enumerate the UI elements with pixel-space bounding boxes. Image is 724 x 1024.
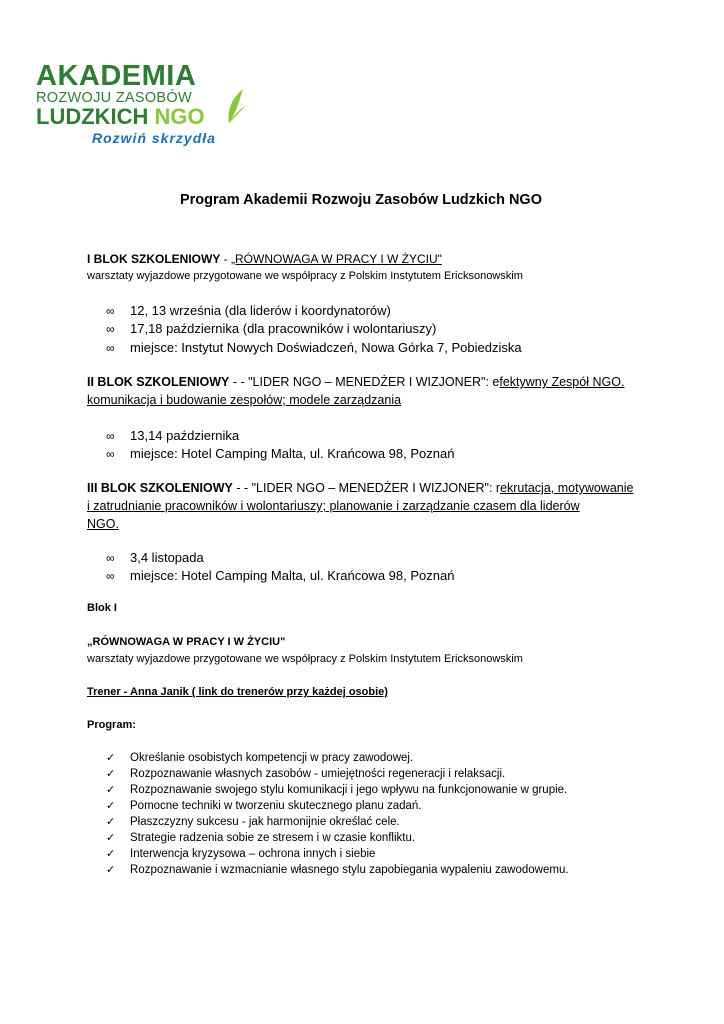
infinity-bullet-icon: ∞ bbox=[106, 341, 115, 355]
program-item-text: Pomocne techniki w tworzeniu skutecznego planu zadań. bbox=[130, 800, 422, 812]
program-item-text: Rozpoznawanie swojego stylu komunikacji i jego wpływu na funkcjonowanie w grupie. bbox=[130, 784, 568, 796]
program-item-text: Interwencja kryzysowa – ochrona innych i siebie bbox=[130, 848, 376, 860]
block-2-topic-part-2: komunikacja i budowanie zespołów; modele zarządzania bbox=[87, 393, 402, 407]
wing-leaf-icon bbox=[225, 85, 247, 125]
program-item-text: Określanie osobistych kompetencji w pracy zawodowej. bbox=[130, 752, 414, 764]
page-title: Program Akademii Rozwoju Zasobów Ludzkich NGO bbox=[179, 192, 542, 208]
list-item bbox=[106, 446, 454, 461]
infinity-bullet-icon: ∞ bbox=[106, 551, 115, 565]
list-item bbox=[106, 340, 522, 355]
list-item-text: miejsce: Instytut Nowych Doświadczeń, Nowa Górka 7, Pobiedziska bbox=[130, 340, 522, 355]
program-item-text: Rozpoznawanie i wzmacnianie własnego stylu zapobiegania wypaleniu zawodowemu. bbox=[130, 864, 569, 876]
detail-description: warsztaty wyjazdowe przygotowane we współpracy z Polskim Instytutem Ericksonowskim bbox=[87, 653, 523, 665]
checkmark-icon: ✓ bbox=[106, 784, 116, 796]
academy-logo bbox=[30, 60, 250, 155]
block-2-separator: - - "LIDER NGO – MENEDŻER I WIZJONER": e bbox=[229, 375, 500, 389]
infinity-bullet-icon: ∞ bbox=[106, 569, 115, 583]
logo-line-2: ROZWOJU ZASOBÓW bbox=[36, 90, 192, 106]
logo-line-3 bbox=[36, 104, 205, 130]
list-item bbox=[106, 303, 391, 318]
logo-line-1: AKADEMIA bbox=[36, 60, 197, 92]
infinity-bullet-icon: ∞ bbox=[106, 322, 115, 336]
list-item-text: 13,14 października bbox=[130, 428, 240, 443]
program-item bbox=[106, 847, 375, 860]
list-item bbox=[106, 550, 204, 565]
list-item-text: miejsce: Hotel Camping Malta, ul. Krańcowa 98, Poznań bbox=[130, 568, 455, 583]
logo-ngo-text: NGO bbox=[154, 104, 205, 129]
checkmark-icon: ✓ bbox=[106, 848, 116, 860]
block-3-topic-part-1: ekrutacja, motywowanie bbox=[500, 481, 634, 495]
block-3-separator: - - "LIDER NGO – MENEDŻER I WIZJONER": r bbox=[232, 481, 501, 495]
logo-tagline: Rozwiń skrzydła bbox=[92, 130, 216, 146]
program-item-text: Strategie radzenia sobie ze stresem i w czasie konfliktu. bbox=[130, 832, 416, 844]
program-item-text: Płaszczyzny sukcesu - jak harmonijnie określać cele. bbox=[130, 816, 400, 828]
checkmark-icon: ✓ bbox=[106, 832, 116, 844]
block-1-heading-line bbox=[87, 252, 442, 266]
checkmark-icon: ✓ bbox=[106, 800, 116, 812]
trainer-line: Trener - Anna Janik ( link do trenerów przy każdej osobie) bbox=[87, 686, 388, 698]
program-item bbox=[106, 863, 569, 876]
infinity-bullet-icon: ∞ bbox=[106, 304, 115, 318]
logo-line-3-text: LUDZKICH bbox=[36, 104, 155, 129]
program-item bbox=[106, 767, 505, 780]
list-item bbox=[106, 428, 239, 443]
program-label: Program: bbox=[87, 719, 136, 731]
block-2-topic-part-1: fektywny Zespół NGO. bbox=[499, 375, 625, 389]
list-item bbox=[106, 321, 436, 336]
block-2-heading-line bbox=[87, 375, 624, 389]
list-item-text: 12, 13 września (dla liderów i koordynatorów) bbox=[130, 303, 391, 318]
checkmark-icon: ✓ bbox=[106, 816, 116, 828]
list-item bbox=[106, 568, 454, 583]
checkmark-icon: ✓ bbox=[106, 752, 116, 764]
list-item-text: 3,4 listopada bbox=[130, 550, 204, 565]
block-1-heading: I BLOK SZKOLENIOWY bbox=[87, 252, 221, 266]
block-1-separator: - bbox=[220, 252, 232, 266]
list-item-text: 17,18 października (dla pracowników i wolontariuszy) bbox=[130, 321, 437, 336]
program-item bbox=[106, 815, 400, 828]
detail-topic: „RÓWNOWAGA W PRACY I W ŻYCIU" bbox=[87, 636, 286, 648]
block-3-heading: III BLOK SZKOLENIOWY bbox=[87, 481, 233, 495]
block-3-heading-line bbox=[87, 481, 633, 495]
program-item bbox=[106, 751, 413, 764]
block-3-topic-part-2: i zatrudnianie pracowników i wolontariuszy; planowanie i zarządzanie czasem dla liderów bbox=[87, 499, 580, 513]
program-item bbox=[106, 783, 567, 796]
program-item-text: Rozpoznawanie własnych zasobów - umiejętności regeneracji i relaksacji. bbox=[130, 768, 506, 780]
block-label: Blok I bbox=[87, 602, 117, 614]
program-item bbox=[106, 799, 422, 812]
list-item-text: miejsce: Hotel Camping Malta, ul. Krańcowa 98, Poznań bbox=[130, 446, 455, 461]
block-1-description: warsztaty wyjazdowe przygotowane we współpracy z Polskim Instytutem Ericksonowskim bbox=[87, 270, 523, 282]
infinity-bullet-icon: ∞ bbox=[106, 429, 115, 443]
checkmark-icon: ✓ bbox=[106, 864, 116, 876]
program-item bbox=[106, 831, 415, 844]
infinity-bullet-icon: ∞ bbox=[106, 447, 115, 461]
block-2-heading: II BLOK SZKOLENIOWY bbox=[87, 375, 230, 389]
checkmark-icon: ✓ bbox=[106, 768, 116, 780]
block-3-topic-part-3: NGO. bbox=[87, 517, 119, 531]
block-1-topic: „RÓWNOWAGA W PRACY I W ŻYCIU" bbox=[231, 252, 442, 266]
